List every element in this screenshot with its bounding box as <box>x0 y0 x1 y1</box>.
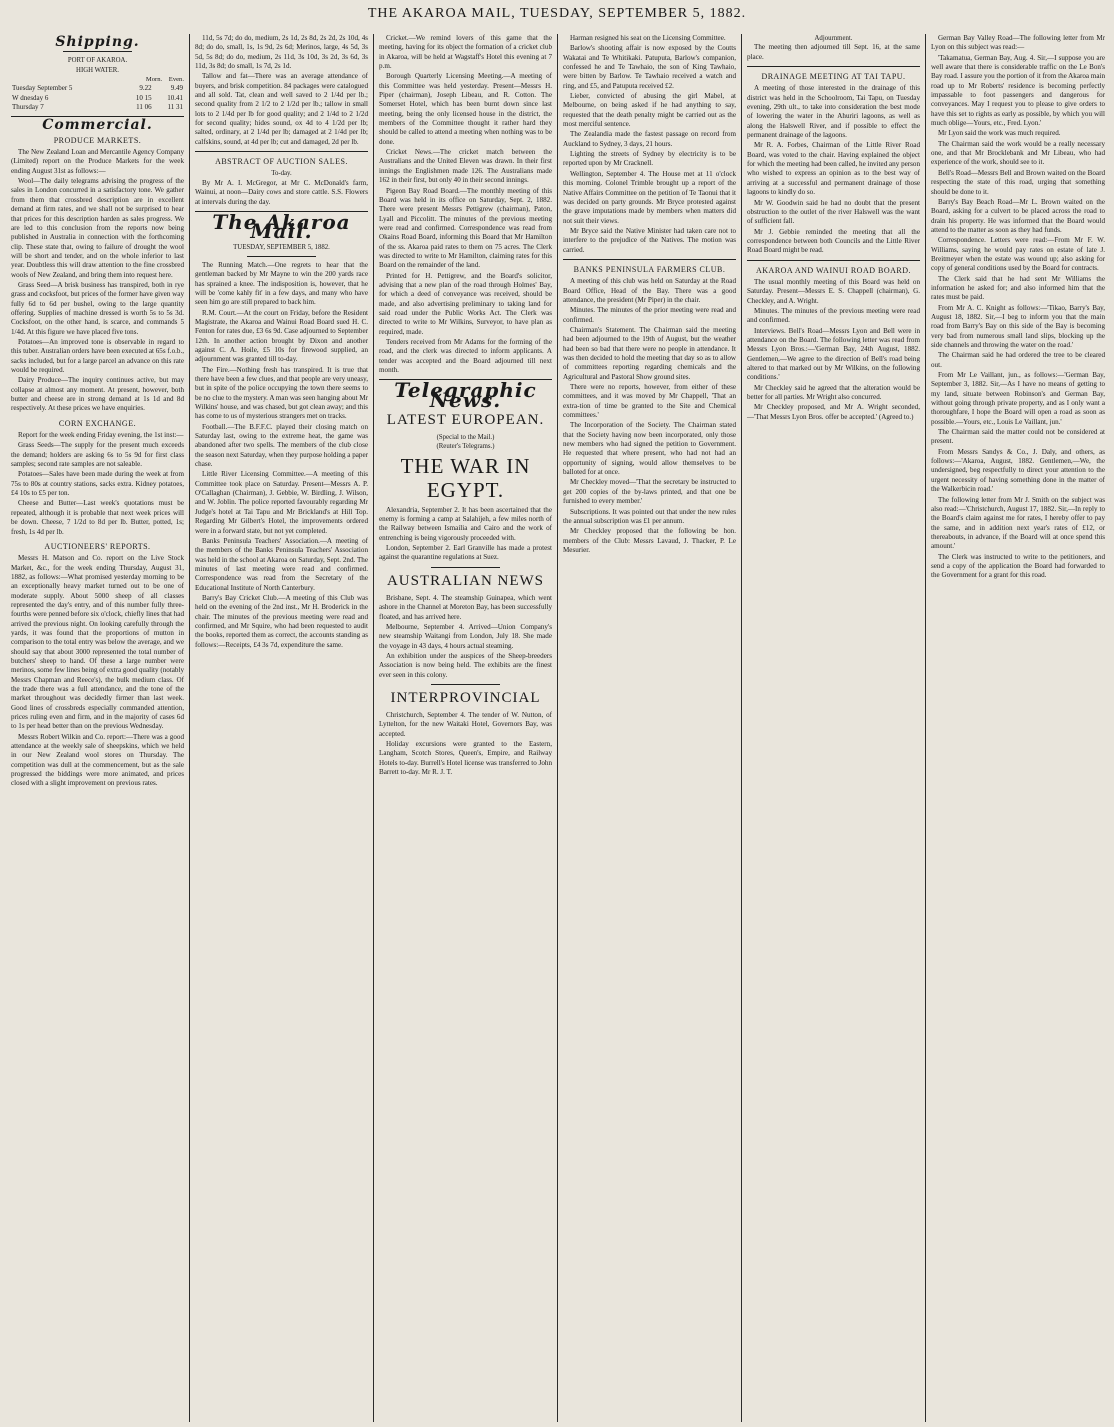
article-paragraph: Subscriptions. It was pointed out that under the new rules the annual subscription was £1 per annum. <box>563 507 736 525</box>
article-paragraph: Mr Checkley moved—'That the secretary be instructed to get 200 copies of the by-laws printed, and that one be furnished to every member.' <box>563 478 736 506</box>
article-paragraph: Brisbane, Sept. 4. The steamship Guinapea, which went ashore in the Channel at Moreton Bay, has been successfully floated, and has arrived here. <box>379 593 552 621</box>
article-paragraph: Barry's Bay Beach Road—Mr L. Brown waited on the Board, asking for a culvert to be placed across the road to drain his property. He was informed that the Board would attend to the matter as soon as they had funds. <box>931 197 1105 234</box>
article-paragraph: Potatoes—Sales have been made during the week at from 75s to 80s at country stations, sacks extra. Kidney potatoes, £4 10s to £5 per ton. <box>11 470 184 498</box>
article-paragraph: Harman resigned his seat on the Licensing Committee. <box>570 34 726 42</box>
article-paragraph: Mr W. Goodwin said he had no doubt that the present obstruction to the outlet of the river Halswell was the want of sufficient fall. <box>747 198 920 226</box>
article-paragraph: Grass Seed—A brisk business has transpired, both in rye grass and cocksfoot, but prices of the former have given way fully 6d to 6d per bushel, owing to the large quantity offering. Supplies of machine dressed is worth 5s to 5s 3d. Cocksfoot, on the other hand, is scarce, and commands 5 1/4d. At this figure we have placed five tons. <box>11 280 184 336</box>
corn-exchange-heading: CORN EXCHANGE. <box>58 418 137 428</box>
column-6 <box>926 34 1110 1422</box>
masthead: THE AKAROA MAIL, TUESDAY, SEPTEMBER 5, 1882. <box>367 6 747 21</box>
divider <box>63 51 132 52</box>
tide-header <box>11 75 184 84</box>
article-paragraph: The Chairman said he had ordered the tree to be cleared out. <box>931 351 1105 369</box>
divider <box>247 256 316 257</box>
article-paragraph: The usual monthly meeting of this Board was held on Saturday. Present—Messrs E. S. Chappell (chairman), G. Checkley, and A. Wright. <box>747 277 920 305</box>
divider <box>195 151 368 152</box>
tide-col-even: Even. <box>168 76 184 84</box>
column-1 <box>6 34 190 1422</box>
article-paragraph: Tallow and fat—There was an average attendance of buyers, and brisk competition. 84 packages were catalogued and all sold. Tat, clean and well saved to 2 1/4d per lb.; second quality from 2 1/2 to 2 1/2d per lb.; tallow in small lots to 2 1/4d per lb for good quality; and 2 1/4d to 2 1/2d for second quality; hides sound, ox 4d to 4 1/2d per lb; salted, ordinary, at 2 1/4d per lb; damaged at 2 1/4d per lb; calfskins, sound, at 4d per lb; cut and damaged, 2d per lb. <box>195 72 368 146</box>
article-paragraph: Borough Quarterly Licensing Meeting.—A meeting of this Committee was held yesterday. Present—Messrs H. Piper (chairman), Joseph Libeau, and R. Cotton. The Somerset Hotel, which has been burnt down since last meeting, being the only licensed house in the district, the members of the Committee thought it rather hard they should be called to attend a meeting when nothing was to be done. <box>379 72 552 146</box>
article-paragraph: Report for the week ending Friday evening, the 1st inst:— <box>18 431 184 440</box>
article-paragraph: The Incorporation of the Society. The Chairman stated that the Society having now been incorporated, only those new members who had signed the petition to Government. He requested that where present, who had not had an opportunity of signing, would allow themselves to be balloted for at once. <box>563 421 736 477</box>
article-paragraph: German Bay Valley Road—The following letter from Mr Lyon on this subject was read:— <box>931 34 1105 52</box>
article-paragraph: Dairy Produce—The inquiry continues active, but may collapse at almost any moment. At present, however, both butter and cheese are in strong demand at 1s 1d and 8d respectively. At these prices we have enquiries. <box>11 376 184 413</box>
article-paragraph: An exhibition under the auspices of the Sheep-breeders Association is now being held. The exhibits are the finest ever seen in this colony. <box>379 651 552 679</box>
high-water-label: HIGH WATER. <box>76 66 119 74</box>
australian-heading: AUSTRALIAN NEWS <box>386 572 545 589</box>
article-paragraph: Mr R. A. Forbes, Chairman of the Little River Road Board, was voted to the chair. Having explained the object for which the meeting had been called, he invited any person who wished to express an opinion as to the best way of arriving at a successful and permanent drainage of those lagoons to kindly do so. <box>747 141 920 197</box>
article-paragraph: Minutes. The minutes of the previous meeting were read and confirmed. <box>747 306 920 325</box>
paper-title: The Akaroa Mail. <box>212 209 351 244</box>
commercial-heading: Commercial. <box>42 117 153 134</box>
table-row <box>11 84 184 93</box>
article-paragraph: Wellington, September 4. The House met at 11 o'clock this morning. Colonel Trimble brought up a report of the Native Affairs Committee on the petition of Te Taonui that it was decided on party grounds. Mr Bryce protested against the grave imputations made by members when matters did not suit their views. <box>563 169 736 225</box>
adjournment-heading: Adjournment. <box>814 35 853 42</box>
telegraphic-heading: Telegraphic News. <box>394 378 537 412</box>
article-paragraph: Little River Licensing Committee.—A meeting of this Committee took place on Saturday. Present—Messrs A. P. O'Callaghan (Chairman), J. Gebbie, W. Birdling, J. Wilson, and W. Joblin. The police reported favourably regarding Mr Judge's hotel at Tai Tapu and Mr Brickland's at Hill Top. Regarding Mr Gilbert's Hotel, the improvements ordered were in a forward state, but not yet completed. <box>195 470 368 535</box>
interprovincial-heading: INTERPROVINCIAL <box>390 689 541 706</box>
article-paragraph: There were no reports, however, from either of these committees, and it was moved by Mr Chappell, 'That an extra-tion of time be granted to the Site and Chemical committees.' <box>563 383 736 420</box>
article-paragraph: Messrs Robert Wilkin and Co. report:—There was a good attendance at the weekly sale of sheepskins, which we held in our New Zealand wool stores on Thursday. The competition was dull at the commencement, but as the sale progressed the biddings were more animated, and prices closed with a slight improvement on previous rates. <box>11 732 184 788</box>
article-paragraph: Correspondence. Letters were read:—From Mr F. W. Williams, saying he would pay rates on estate of late J. Breitmeyer when the estate was wound up; also asking for copy of general conditions used by the Board for contracts. <box>931 236 1105 273</box>
article-paragraph: The Chairman said the work would be a really necessary one, and that Mr Brocklebank and Mr Libeau, who had experience of the work, should see to it. <box>931 139 1105 167</box>
divider <box>431 567 500 568</box>
abstract-heading: ABSTRACT OF AUCTION SALES. <box>215 157 348 167</box>
war-heading: THE WAR IN EGYPT. <box>400 453 531 502</box>
article-paragraph: Barry's Bay Cricket Club.—A meeting of this Club was held on the evening of the 2nd inst., Mr H. Broderick in the chair. The minutes of the previous meeting were read and confirmed, and Mr Squire, who had been requested to audit the books, reported them as correct, the accounts standing as follows:—Receipts, £4 3s 7d, expenditure the same. <box>195 593 368 649</box>
article-paragraph: Mr Lyon said the work was much required. <box>938 129 1061 138</box>
article-paragraph: Mr Checkley proposed that the following be hon. members of the Club: Messrs Lavaud, J. Thacker, P. Le Mesurier. <box>563 527 736 554</box>
article-paragraph: Football.—The B.F.F.C. played their closing match on Saturday last, owing to the extreme heat, the game was abandoned after two spells. The members of the club close the season next Saturday, when they purpose holding a paper chase. <box>195 422 368 469</box>
tide-day: W dnesday 6 <box>12 93 49 102</box>
columns <box>6 34 1110 1422</box>
article-paragraph: Christchurch, September 4. The tender of W. Nutton, of Lyttelton, for the new Waitaki Hotel, Governors Bay, was accepted. <box>379 710 552 738</box>
divider <box>431 684 500 685</box>
akaroa-wainui-heading: AKAROA AND WAINUI ROAD BOARD. <box>755 265 912 275</box>
article-paragraph: The Fire.—Nothing fresh has transpired. It is true that there have been a few clues, and that people are very uneasy, but in spite of the police occupying the town there seems to be no clue to the mystery. A man was seen hanging about Mr Wilkins' house, and was chased, but got clean away; and this has come to us of mysterious strangers met on tracks. <box>195 365 368 421</box>
article-paragraph: Printed for H. Pettigrew, and the Board's solicitor, advising that a new plan of the road through Holmes' Bay, for which a deed of conveyance was received, should be made, and also advertising preliminary to taking land for said road under the Public Works Act. The Clerk was directed to write to Mr Wilkins, Surveyor, to have plan as required, made. <box>379 271 552 336</box>
article-paragraph: The Clerk was instructed to write to the petitioners, and send a copy of the application the Board had forwarded to the Government for a grant for this road. <box>931 552 1105 580</box>
article-paragraph: 11d, 5s 7d; do do, medium, 2s 1d, 2s 8d, 2s 2d, 2s 10d, 4s 8d; do do, small, 1s, 1s 9d, 2s 6d; Merinos, large, 4s 5d, 3s 5d, 5s 8d; do do, medium, 2s 11d, 3s 10d, 3s 2d, 3s 6d, 3s 11d, 3s 8d; do small, 1s 7d, 2s 1d. <box>195 34 368 71</box>
article-paragraph: Alexandria, September 2. It has been ascertained that the enemy is forming a camp at Salahijeh, a few miles north of the Railway between Ismailia and Cairo and the work of entrenching is being vigorously proceeded with. <box>379 505 552 542</box>
article-paragraph: Mr Checkley said he agreed that the alteration would be better for all parties. Mr Wright also concurred. <box>747 383 920 402</box>
tide-morn: 11 06 <box>136 103 152 112</box>
article-paragraph: Melbourne, September 4. Arrived—Union Company's new steamship Waitangi from London, July 18. She made the voyage in 43 days, 4 hours actual steaming. <box>379 622 552 650</box>
tide-day: Thursday 7 <box>12 103 44 112</box>
article-paragraph: Bell's Road—Messrs Bell and Brown waited on the Board respecting the state of this road, urging that something should be done to it. <box>931 168 1105 196</box>
special-line: (Special to the Mail.) <box>436 434 495 442</box>
port-label: PORT OF AKAROA. <box>67 57 128 65</box>
article-paragraph: Barlow's shooting affair is now exposed by the Coutts Wakatai and Te Whitikaki. Patuputa, Barlow's companion, confessed he and Te Tawhaio, the son of King Tawhaio, were bitten by Barlow. Te Tawhaio received a watch and ring, and £5, and Patuputa received £2. <box>563 44 736 90</box>
article-paragraph: Mr Checkley proposed, and Mr A. Wright seconded,—'That Messrs Lyon Bros. offer be accepted.' (Agreed to.) <box>747 403 920 421</box>
shipping-heading: Shipping. <box>55 34 140 50</box>
latest-european-heading: LATEST EUROPEAN. <box>386 412 545 429</box>
article-paragraph: A meeting of this club was held on Saturday at the Road Board Office, Head of the Bay. There was a good attendance, the president (Mr Piper) in the chair. <box>563 277 736 304</box>
article-paragraph: The following letter from Mr J. Smith on the subject was also read:—'Christchurch, August 17, 1882. Sir,—In reply to the Board's claim against me for rates, I hereby offer to pay the same, and in addition next year's rates of £12, or thereabouts, in advance, if the Board will at once spend this amount.' <box>931 495 1105 551</box>
article-paragraph: Interviews. Bell's Road—Messrs Lyon and Bell were in attendance on the Board. The following letter was read from Messrs Lyon Bros.:—'German Bay, 24th August, 1882. Gentlemen,—We agree to the direction of Bell's road being altered to that marked out by Mr Wilkins, on the following conditions.' <box>747 326 920 382</box>
article-paragraph: Pigeon Bay Road Board.—The monthly meeting of this Board was held in its office on Saturday, Sept. 2, 1882. There were present Messrs Pettigrew (chairman), Paton, Lyall and Piccolitt. The minutes of the previous meeting were read and confirmed. Correspondence was read from Okains Road Board, informing this Board that Mr Hamilton of the ss. Akaroa paid rates to them on 75 acres. The Clerk was directed to write to Mr Hamilton, claiming rates for this Board on the remainder of the land. <box>379 186 552 270</box>
article-paragraph: Minutes. The minutes of the prior meeting were read and confirmed. <box>563 306 736 324</box>
article-paragraph: Cricket News.—The cricket match between the Australians and the United Eleven was drawn. In their first innings the Englishmen made 126. The Australians made 162 in their first, but only 40 in their second innings. <box>379 148 552 185</box>
article-paragraph: Grass Seeds—The supply for the present much exceeds the demand; holders are asking 6s to 5s 9d for first class samples; second rate samples are not saleable. <box>11 441 184 469</box>
article-paragraph: Mr Bryce said the Native Minister had taken care not to interfere to the prejudice of the Natives. The motion was carried. <box>563 226 736 254</box>
tide-even: 11 31 <box>167 103 183 112</box>
reuter-line: (Reuter's Telegrams.) <box>436 443 495 451</box>
today-label: To-day. <box>271 170 292 178</box>
article-paragraph: London, September 2. Earl Granville has made a protest against the quarantine regulations at Suez. <box>379 544 552 562</box>
article-paragraph: Mr J. Gebbie reminded the meeting that all the correspondence between both Councils and the Little River Road Board might be read. <box>747 227 920 255</box>
article-paragraph: The Clerk said that he had sent Mr Williams the information he asked for; and also informed him that the rates must be paid. <box>931 274 1105 302</box>
tide-even: 10.41 <box>167 93 183 102</box>
article-paragraph: The New Zealand Loan and Mercantile Agency Company (Limited) report on the Produce Markets for the week ending August 31st as follows:— <box>11 148 184 175</box>
tide-even: 9.49 <box>170 84 183 93</box>
column-2 <box>190 34 374 1422</box>
date-line: TUESDAY, SEPTEMBER 5, 1882. <box>233 243 330 251</box>
tide-day: Tuesday September 5 <box>12 84 73 93</box>
tide-table <box>11 84 184 112</box>
article-paragraph: The Chairman said the matter could not be considered at present. <box>931 428 1105 446</box>
divider <box>747 260 920 261</box>
article-paragraph: The meeting then adjourned till Sept. 16, at the same place. <box>747 43 920 61</box>
article-paragraph: The Running Match.—One regrets to hear that the gentleman backed by Mr Mayne to win the 200 yards race has sprained a knee. The indisposition is, however, that he will be 'come kahly fit' in a few days, and many who have seen him go are still prepared to back him. <box>195 260 368 307</box>
article-paragraph: From Messrs Sandys & Co., J. Daly, and others, as follows:—'Akaroa, August, 1882. Gentlemen,—We, the undersigned, beg respectfully to direct your attention to the urgent necessity of having something done in the matter of the Walkerbicin road.' <box>931 447 1105 494</box>
tide-morn: 10 15 <box>135 93 152 102</box>
article-paragraph: Chairman's Statement. The Chairman said the meeting had been adjourned to the 19th of August, but the weather had been so bad that there were no people in attendance. It was then decided to hold the meeting that day so as to allow of committees reporting regarding chemicals and the Agricultural and Pastoral Show ground sites. <box>563 325 736 381</box>
article-paragraph: Banks Peninsula Teachers' Association.—A meeting of the members of the Banks Peninsula Teachers' Association was held in the school at Akaroa on Saturday, Sept. 2nd. The minutes of last meeting were read and confirmed. Correspondence was read from the Secretary of the Educational Institute of North Canterbury. <box>195 536 368 592</box>
column-4 <box>558 34 742 1422</box>
column-3 <box>374 34 558 1422</box>
column-5 <box>742 34 926 1422</box>
article-paragraph: R.M. Court.—At the court on Friday, before the Resident Magistrate, the Akaroa and Wainui Road Board sued H. C. Fenton for rates due, £3 6s 9d. Case adjourned to September 12th. In another action brought by Dixon and another against C. A. Hoile, £5 10s for firewood supplied, an adjournment was granted till to-day. <box>195 308 368 364</box>
article-paragraph: Tenders received from Mr Adams for the forming of the road, and the clerk was directed to inform applicants. A tender was accepted and the Board adjourned till next month. <box>379 338 552 375</box>
article-paragraph: The Zealandia made the fastest passage on record from Auckland to Sydney, 3 days, 21 hours. <box>563 130 736 148</box>
auctioneers-heading: AUCTIONEERS' REPORTS. <box>44 541 151 551</box>
table-row <box>11 94 184 103</box>
article-paragraph: Wool—The daily telegrams advising the progress of the sales in London concurred in a satisfactory tone. We gather from them that crossbred description are in excellent demand at firm rates, and we shall not be surprised to hear that prices for this description harden as sales progress. We are led to this conclusion from the reports now being published in Australia in connection with the forthcoming clip. These state that, owing to failure of drought the wool will be short and tender, and on the whole inferior to last year. Doubtless this will draw attention to the fine crossbred wools of New Zealand, and bring them into request here. <box>11 177 184 279</box>
tide-col-morn: Morn. <box>145 76 163 84</box>
article-paragraph: Messrs H. Matson and Co. report on the Live Stock Market, &c., for the week ending Thursday, August 31, 1882, as follows:—What promised yesterday morning to be an exceptionally heavy market turned out to be one of moderate supply. About 5000 sheep of all classes represented the day's entry, and of this number fully three-fourths were penned before six o'clock, chiefly lines that had arrived the previous night. On looking carefully through the yards, it was found that the proportions of mutton in comparison to the total entry was below the average, and we should say that about 3000 represented the total number of butchers' sheep to hand. Of these a large number were merinos, some few lines being of extra good quality (notably Messrs Chapman and Reece's), the bulk medium class. Of the trade there was a full attendance, and the tone of the market throughout was decidedly firmer than last week. Good lines of crossbreds especially commanded attention, prices ruling even and firm, and in the majority of cases 6d to 1s per head better than on the previous Wednesday. <box>11 554 184 731</box>
article-paragraph: Potatoes—An improved tone is observable in regard to this tuber. Australian orders have been executed at 65s f.o.b., sacks included, but for a large parcel an advance on this rate would be required. <box>11 337 184 374</box>
table-row <box>11 103 184 112</box>
article-paragraph: Lieber, convicted of abusing the girl Mabel, at Melbourne, on being asked if he had anything to say, requested that the death penalty might be carried out as the most merciful sentence. <box>563 92 736 129</box>
drainage-heading: DRAINAGE MEETING AT TAI TAPU. <box>761 72 906 82</box>
article-paragraph: By Mr A. I. McGregor, at Mr C. McDonald's farm, Wainui, at noon—Dairy cows and store cattle. S.S. Flowers at intervals during the day. <box>195 178 368 206</box>
divider <box>563 259 736 260</box>
article-paragraph: Cricket.—We remind lovers of this game that the meeting, having for its object the formation of a cricket club in Akaroa, will be held at Wagstaff's Hotel this evening at 7 p.m. <box>379 34 552 71</box>
tide-morn: 9.22 <box>139 84 152 93</box>
banks-peninsula-heading: BANKS PENINSULA FARMERS CLUB. <box>573 264 726 274</box>
article-paragraph: Holiday excursions were granted to the Eastern, Langham, Scotch Stores, Queen's, Empire, and Railway Hotels to-day. Burrell's Hotel license was transferred to John Barrett to-day. Mr R. J. T. <box>379 739 552 776</box>
divider <box>747 66 920 67</box>
article-paragraph: From Mr A. C. Knight as follows:—'Tikao, Barry's Bay, August 18, 1882. Sir,—I beg to inform you that the main road from Barry's Bay on this side of the Bay is becoming very bad from numerous small land slips, blocking up the side channels and throwing the water on the road.' <box>931 303 1105 349</box>
article-paragraph: Cheese and Butter—Last week's quotations must be repeated, although it is probable that next week prices will be down. Cheese, 7 1/2d to 8d per lb. Butter, potted, 1s; fresh, 1s 4d per lb. <box>11 499 184 536</box>
article-paragraph: From Mr Le Vaillant, jun., as follows:—'German Bay, September 3, 1882. Sir,—As I have no means of getting to my land, situate between Robinson's and German Bay, without going through private property, and as I only want a thoroughfare, I hope the Board will open a road as soon as possible.—Yours, etc., Louis Le Vaillant, jun.' <box>931 371 1105 426</box>
article-paragraph: A meeting of those interested in the drainage of this district was held in the Schoolroom, Tai Tapu, on Tuesday evening, 29th ult., to take into consideration the best mode of lowering the water in the Ahuriri lagoons, as well as along the Halswell River, and if possible to effect the permanent drainage of the lagoons. <box>747 84 920 140</box>
article-paragraph: Lighting the streets of Sydney by electricity is to be reported upon by Mr Cracknell. <box>563 150 736 168</box>
article-paragraph: 'Takamatua, German Bay, Aug. 4. Sir,—I suppose you are well aware that there is considerable traffic on the Le Bon's Bay road. I assure you the portion of it from the Akaroa main road up to Mr Roberts' residence is becoming perfectly impassable to foot passengers and dangerous for conveyances. May I request you to please to give orders to have this set to rights as early as possible, by which you will much oblige—Yours, etc., Fred. Lyon.' <box>931 53 1105 128</box>
produce-heading: PRODUCE MARKETS. <box>53 135 142 145</box>
